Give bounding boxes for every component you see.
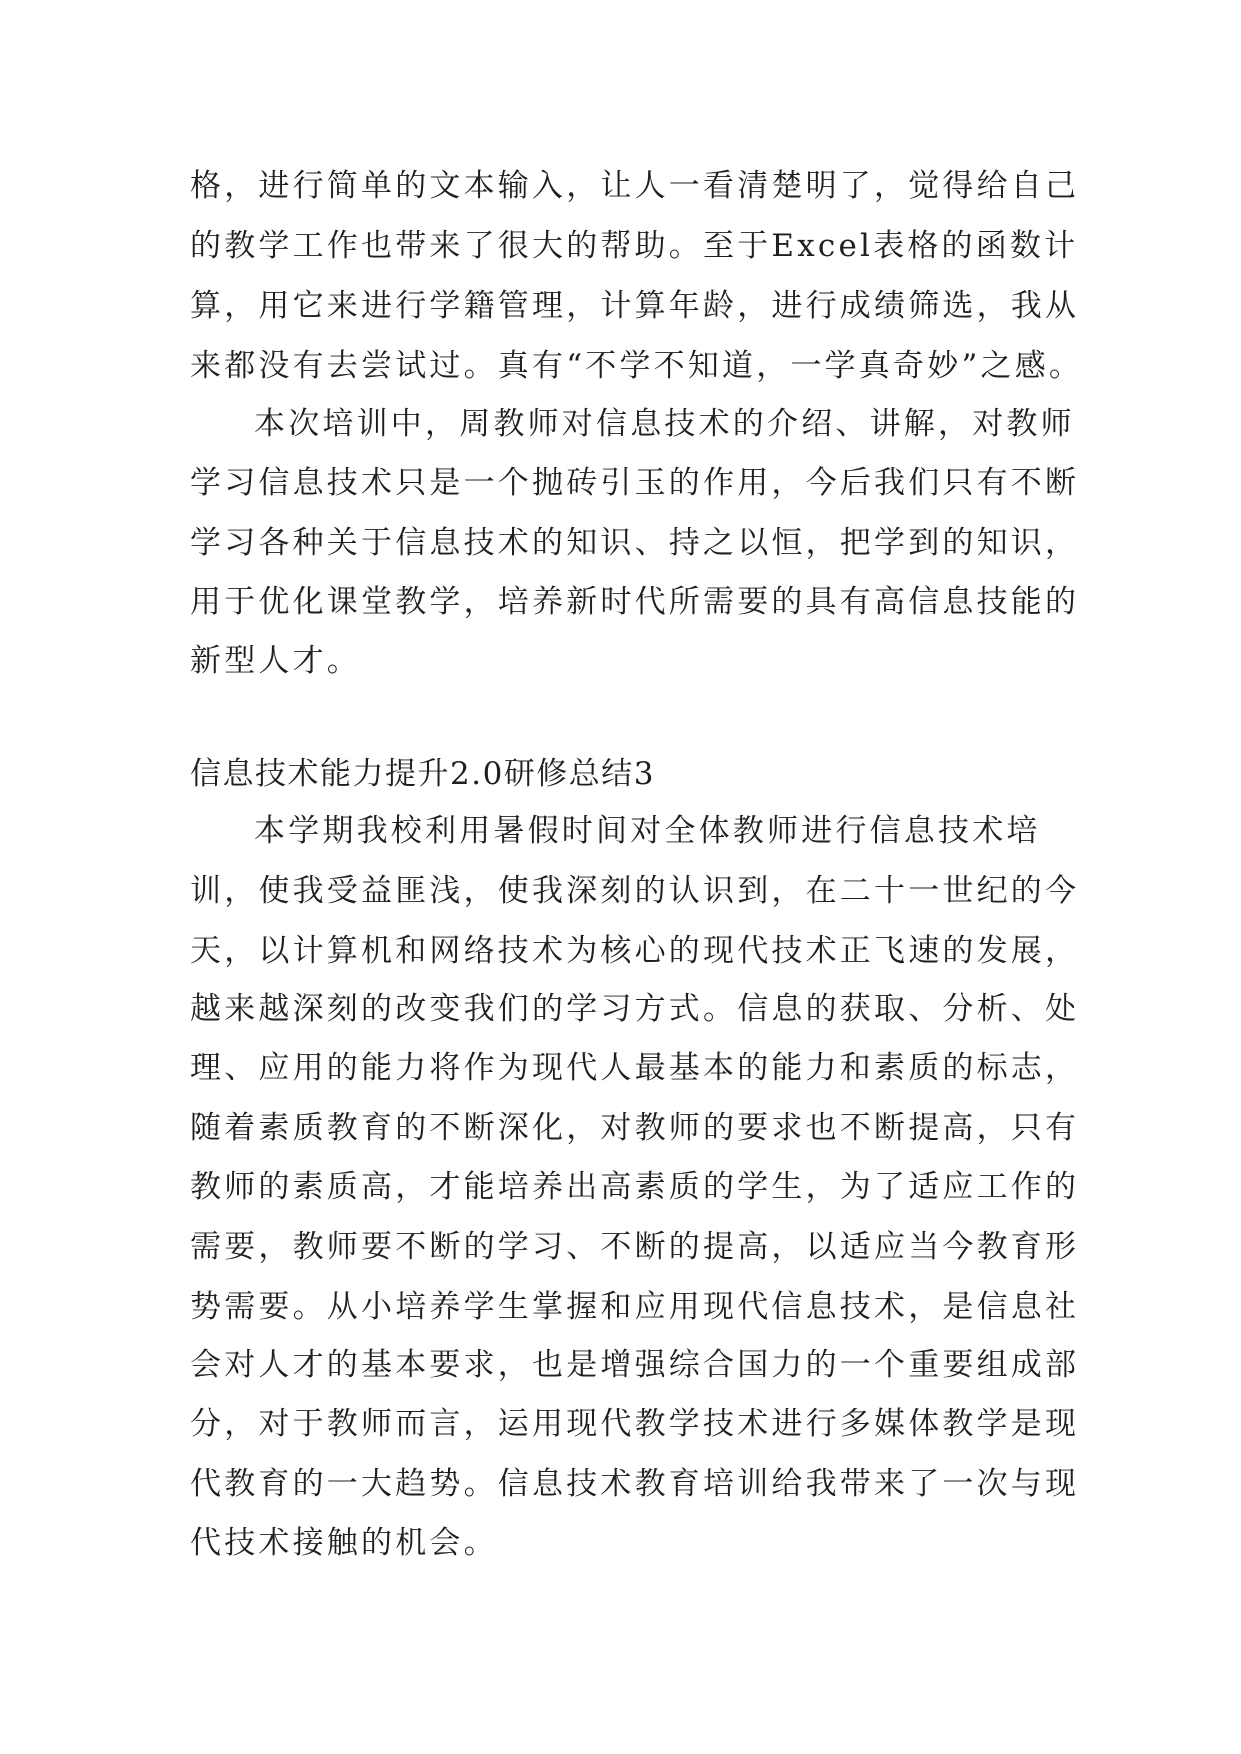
paragraph-line: 用于优化课堂教学，培养新时代所需要的具有高信息技能的	[190, 584, 1080, 620]
paragraph-line: 越来越深刻的改变我们的学习方式。信息的获取、分析、处	[190, 991, 1080, 1027]
paragraph-line: 本学期我校利用暑假时间对全体教师进行信息技术培	[254, 813, 1041, 849]
paragraph-line: 新型人才。	[190, 643, 361, 679]
paragraph-line: 分，对于教师而言，运用现代教学技术进行多媒体教学是现	[190, 1406, 1080, 1442]
paragraph-line: 势需要。从小培养学生掌握和应用现代信息技术，是信息社	[190, 1289, 1080, 1325]
paragraph-line: 训，使我受益匪浅，使我深刻的认识到，在二十一世纪的今	[190, 873, 1080, 909]
paragraph-line: 代教育的一大趋势。信息技术教育培训给我带来了一次与现	[190, 1466, 1080, 1502]
section-heading: 信息技术能力提升2.0研修总结3	[190, 756, 656, 792]
paragraph-line: 格，进行简单的文本输入，让人一看清楚明了，觉得给自己	[190, 168, 1080, 204]
paragraph-line: 的教学工作也带来了很大的帮助。至于Excel表格的函数计	[190, 228, 1079, 264]
paragraph-line: 来都没有去尝试过。真有“不学不知道，一学真奇妙”之感。	[190, 348, 1084, 384]
paragraph-line: 随着素质教育的不断深化，对教师的要求也不断提高，只有	[190, 1110, 1080, 1146]
paragraph-line: 代技术接触的机会。	[190, 1525, 498, 1561]
paragraph-line: 会对人才的基本要求，也是增强综合国力的一个重要组成部	[190, 1347, 1080, 1383]
paragraph-line: 本次培训中，周教师对信息技术的介绍、讲解，对教师	[254, 406, 1075, 442]
paragraph-line: 需要，教师要不断的学习、不断的提高，以适应当今教育形	[190, 1229, 1080, 1265]
paragraph-line: 学习各种关于信息技术的知识、持之以恒，把学到的知识，	[190, 525, 1080, 561]
paragraph-line: 算，用它来进行学籍管理，计算年龄，进行成绩筛选，我从	[190, 288, 1080, 324]
paragraph-line: 理、应用的能力将作为现代人最基本的能力和素质的标志，	[190, 1050, 1080, 1086]
paragraph-line: 天，以计算机和网络技术为核心的现代技术正飞速的发展，	[190, 933, 1080, 969]
paragraph-line: 教师的素质高，才能培养出高素质的学生，为了适应工作的	[190, 1169, 1080, 1205]
paragraph-line: 学习信息技术只是一个抛砖引玉的作用，今后我们只有不断	[190, 465, 1080, 501]
